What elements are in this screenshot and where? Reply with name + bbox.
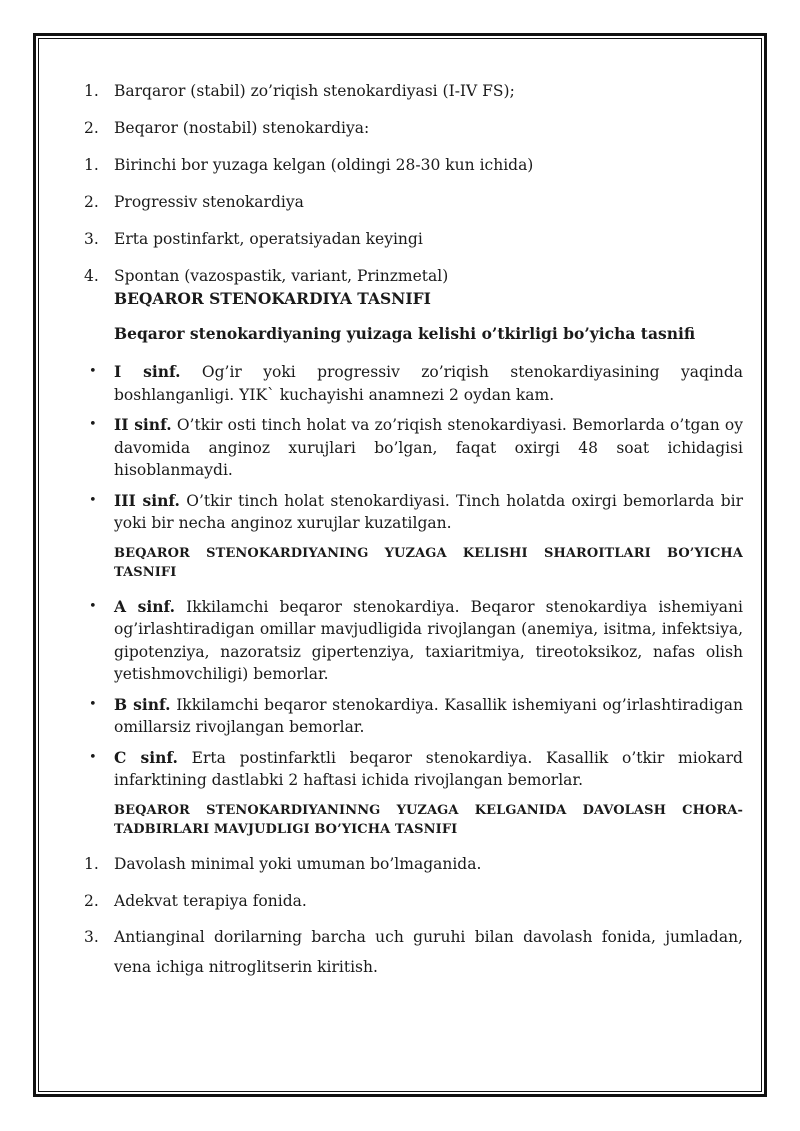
list-item: 2. Adekvat terapiya fonida. xyxy=(84,891,307,910)
class-label: A sinf. xyxy=(114,596,175,616)
list-item: • II sinf. O’tkir osti tinch holat va zo’riqish stenokardiyasi. Bemorlarda o’tgan oy davomida anginoz xurujlari bo’lgan, faqat oxirgi 48 soat ichidagisi hisoblanmaydi. xyxy=(84,414,743,482)
list-item: 4. Spontan (vazospastik, variant, Prinzmetal) xyxy=(84,267,449,285)
conditions-heading: BEQAROR STENOKARDIYANING YUZAGA KELISHI SHAROITLARI BO’YICHA TASNIFI xyxy=(114,545,743,580)
document-body xyxy=(84,80,743,982)
class-label: II sinf. xyxy=(114,415,172,434)
list-item: • A sinf. Ikkilamchi beqaror stenokardiya. Beqaror stenokardiya ishemiyani og’irlashtiradigan omillar mavjudligida rivojlangan (anemiya, isitma, infektsiya, gipotenziya, nazoratsiz gipertenziya, taxiaritmiya, tireotoksikoz, nafas olish yetishmovchiligi) bemorlar. xyxy=(84,596,743,686)
bullet-icon: • xyxy=(89,417,97,432)
bullet-icon: • xyxy=(89,492,97,508)
severity-class-list xyxy=(84,361,743,535)
bullet-icon: • xyxy=(89,749,97,765)
list-item: • I sinf. Og’ir yoki progressiv zo’riqish stenokardiyasining yaqinda boshlanganligi. YIK` kuchayishi anamnezi 2 oydan kam. xyxy=(84,361,743,406)
list-item: 3. Erta postinfarkt, operatsiyadan keyingi xyxy=(84,230,423,248)
list-item: 2. Progressiv stenokardiya xyxy=(84,193,304,211)
class-label: B sinf. xyxy=(114,694,171,714)
list-item: 1. Birinchi bor yuzaga kelgan (oldingi 28-30 kun ichida) xyxy=(84,156,534,174)
bullet-icon: • xyxy=(89,696,97,712)
conditions-class-list xyxy=(84,596,743,792)
treatment-heading: BEQAROR STENOKARDIYANINNG YUZAGA KELGANIDA DAVOLASH CHORA-TADBIRLARI MAVJUDLIGI BO’YICHA TASNIFI xyxy=(114,802,743,837)
bullet-icon: • xyxy=(89,364,97,379)
list-item: 2. Beqaror (nostabil) stenokardiya: xyxy=(84,119,370,137)
list-item: • B sinf. Ikkilamchi beqaror stenokardiya. Kasallik ishemiyani og’irlashtiradigan omillarsiz rivojlangan bemorlar. xyxy=(84,694,743,739)
list-item: • C sinf. Erta postinfarktli beqaror stenokardiya. Kasallik o’tkir miokard infarktining dastlabki 2 haftasi ichida rivojlangan bemorlar. xyxy=(84,747,743,792)
class-label: I sinf. xyxy=(114,362,181,381)
class-label: C sinf. xyxy=(114,747,178,767)
list-item: 1. Barqaror (stabil) zo’riqish stenokardiyasi (I-IV FS); xyxy=(84,82,515,100)
class-label: III sinf. xyxy=(114,490,180,510)
section-title: BEQAROR STENOKARDIYA TASNIFI xyxy=(114,289,431,308)
list-item: 3. Antianginal dorilarning barcha uch guruhi bilan davolash fonida, jumladan, vena ichiga nitroglitserin kiritish. xyxy=(84,927,743,976)
bullet-icon: • xyxy=(89,598,97,614)
treatment-list xyxy=(84,853,743,982)
section-subtitle: Beqaror stenokardiyaning yuizaga kelishi o’tkirligi bo’yicha tasnifi xyxy=(114,324,696,343)
stenocardia-type-list xyxy=(84,80,743,287)
list-item: 1. Davolash minimal yoki umuman bo’lmaganida. xyxy=(84,854,482,873)
list-item: • III sinf. O’tkir tinch holat stenokardiyasi. Tinch holatda oxirgi bemorlarda bir yoki bir necha anginoz xurujlar kuzatilgan. xyxy=(84,490,743,535)
